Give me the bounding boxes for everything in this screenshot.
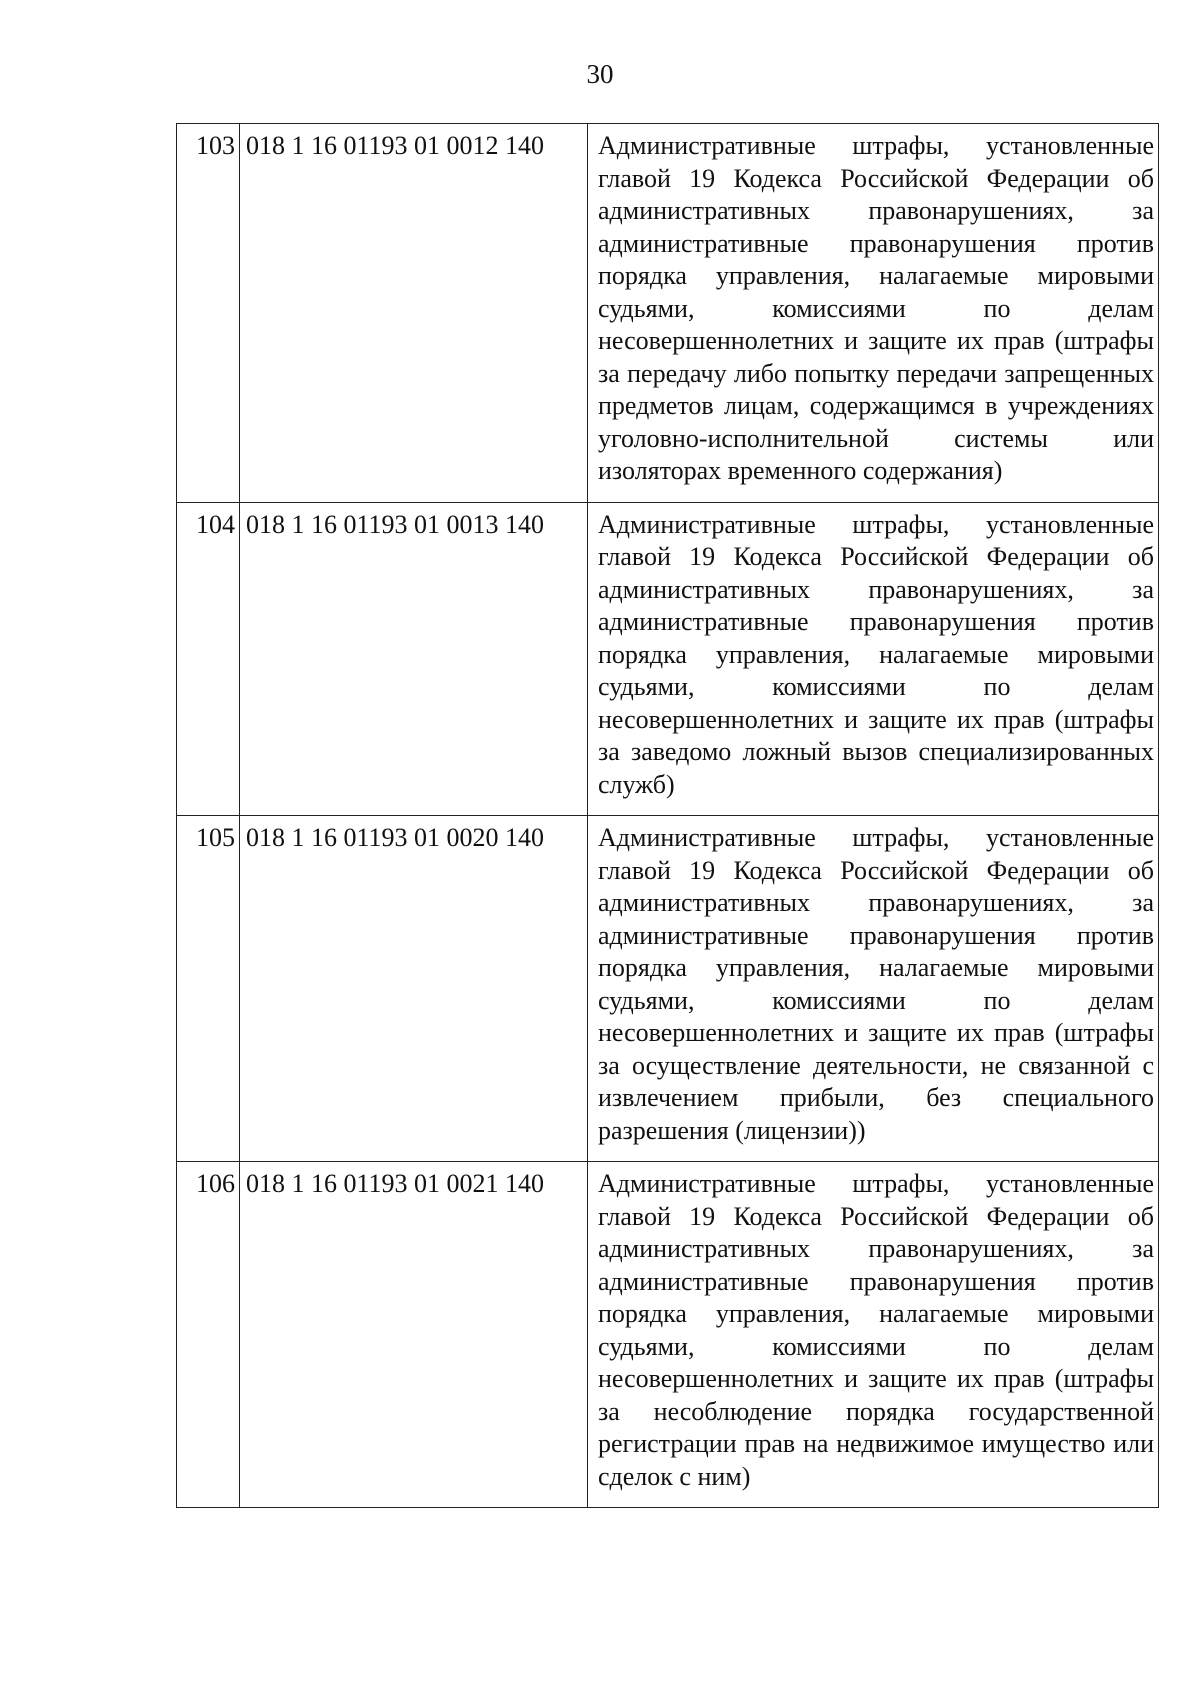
table-row — [177, 502, 1159, 816]
budget-code: 018 1 16 01193 01 0012 140 — [240, 124, 588, 503]
fines-table — [176, 123, 1159, 1508]
budget-code: 018 1 16 01193 01 0020 140 — [240, 816, 588, 1162]
fine-description: Административные штрафы, установленные главой 19 Кодекса Российской Федерации об административных правонарушениях, за административные правонарушения против порядка управления, налагаемые мировыми судьями, комиссиями по делам несовершеннолетних и защите их прав (штрафы за заведомо ложный вызов специализированных служб) — [588, 502, 1159, 816]
table-row — [177, 124, 1159, 503]
fine-description: Административные штрафы, установленные главой 19 Кодекса Российской Федерации об административных правонарушениях, за административные правонарушения против порядка управления, налагаемые мировыми судьями, комиссиями по делам несовершеннолетних и защите их прав (штрафы за осуществление деятельности, не связанной с извлечением прибыли, без специального разрешения (лицензии)) — [588, 816, 1159, 1162]
page-number: 30 — [586, 59, 614, 89]
budget-code: 018 1 16 01193 01 0013 140 — [240, 502, 588, 816]
budget-code: 018 1 16 01193 01 0021 140 — [240, 1162, 588, 1508]
fine-description: Административные штрафы, установленные главой 19 Кодекса Российской Федерации об административных правонарушениях, за административные правонарушения против порядка управления, налагаемые мировыми судьями, комиссиями по делам несовершеннолетних и защите их прав (штрафы за несоблюдение порядка государственной регистрации прав на недвижимое имущество или сделок с ним) — [588, 1162, 1159, 1508]
row-number: 103 — [177, 124, 240, 503]
row-number: 105 — [177, 816, 240, 1162]
fine-description: Административные штрафы, установленные главой 19 Кодекса Российской Федерации об административных правонарушениях, за административные правонарушения против порядка управления, налагаемые мировыми судьями, комиссиями по делам несовершеннолетних и защите их прав (штрафы за передачу либо попытку передачи запрещенных предметов лицам, содержащимся в учреждениях уголовно-исполнительной системы или изоляторах временного содержания) — [588, 124, 1159, 503]
table-row — [177, 816, 1159, 1162]
row-number: 104 — [177, 502, 240, 816]
row-number: 106 — [177, 1162, 240, 1508]
table-row — [177, 1162, 1159, 1508]
